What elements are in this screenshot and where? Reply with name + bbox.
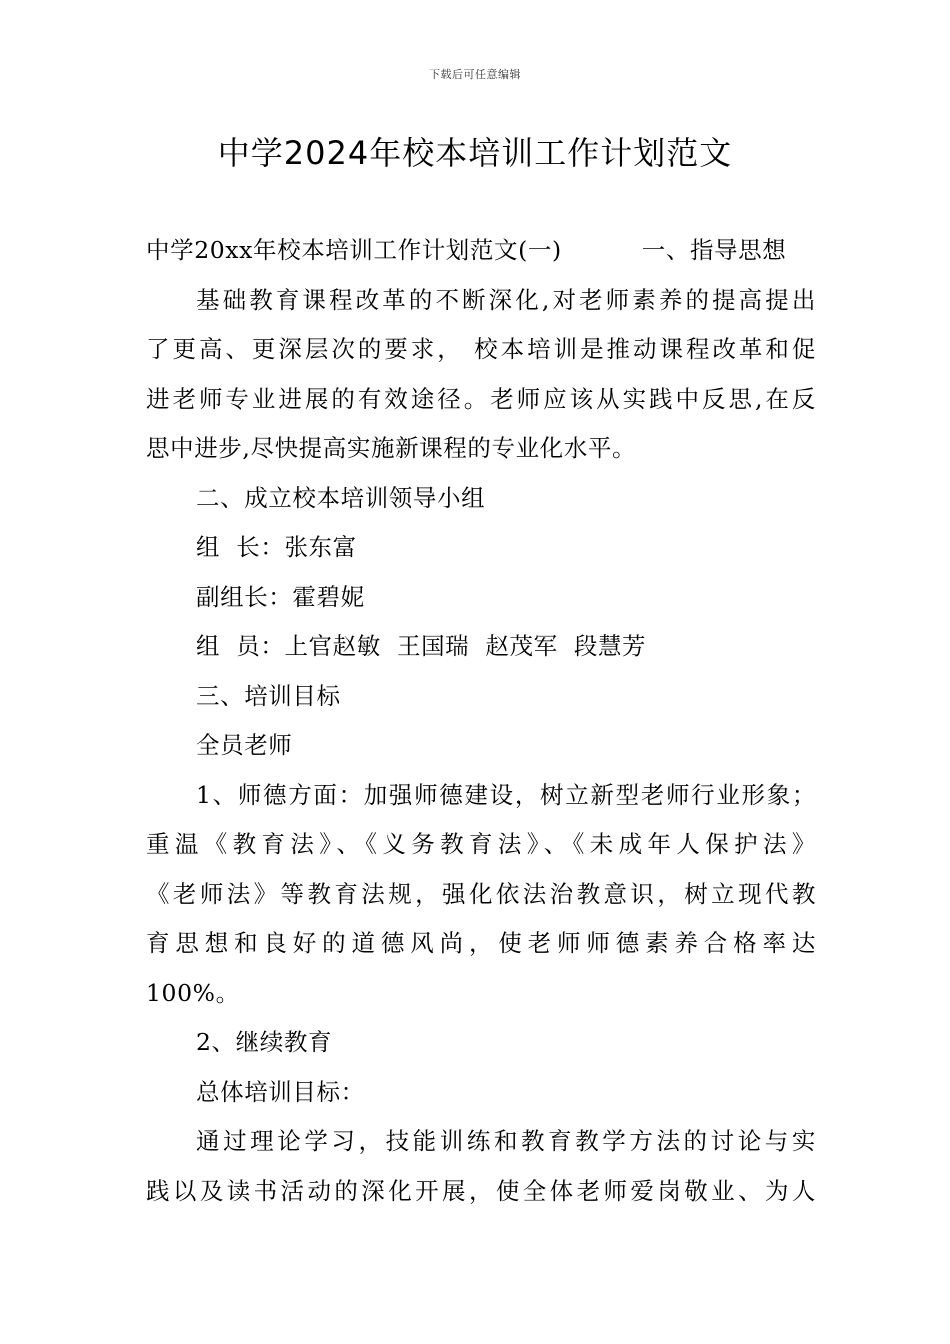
all-teachers-label: 全员老师 xyxy=(196,731,293,759)
members-line: 组 员：上官赵敏 王国瑞 赵茂军 段慧芳 xyxy=(196,632,647,660)
paragraph-line: 思中进步,尽快提高实施新课程的专业化水平。 xyxy=(146,434,637,462)
paragraph-line: 育思想和良好的道德风尚，使老师师德素养合格率达 xyxy=(146,929,816,957)
first-line xyxy=(146,226,816,276)
subtitle: 中学20xx年校本培训工作计划范文(一) xyxy=(146,236,562,264)
leader-line: 组 长：张东富 xyxy=(196,533,357,561)
document-title: 中学2024年校本培训工作计划范文 xyxy=(217,134,733,172)
paragraph-line: 了更高、更深层次的要求， 校本培训是推动课程改革和促 xyxy=(146,335,816,363)
item-ethics xyxy=(146,771,816,1019)
paragraph-line: 通过理论学习，技能训练和教育教学方法的讨论与实 xyxy=(196,1127,816,1155)
item-continuing-education: 2、继续教育 xyxy=(196,1028,333,1056)
paragraph-line: 1、师德方面：加强师德建设，树立新型老师行业形象； xyxy=(196,780,816,809)
paragraph-overall-goal xyxy=(146,1117,816,1216)
section-heading-2: 二、成立校本培训领导小组 xyxy=(196,483,486,512)
paragraph-line: 践以及读书活动的深化开展，使全体老师爱岗敬业、为人 xyxy=(146,1176,816,1205)
paragraph-line: 100%。 xyxy=(146,978,240,1007)
document-body xyxy=(146,226,816,1216)
paragraph-line: 基础教育课程改革的不断深化,对老师素养的提高提出 xyxy=(196,285,816,314)
overall-goal-label: 总体培训目标： xyxy=(196,1077,365,1106)
paragraph-line: 《老师法》等教育法规，强化依法治教意识，树立现代教 xyxy=(146,879,816,908)
section-heading-3: 三、培训目标 xyxy=(196,681,341,710)
paragraph-line: 重温《教育法》、《义务教育法》、《未成年人保护法》 xyxy=(146,830,816,858)
section-heading-1: 一、指导思想 xyxy=(641,236,787,264)
paragraph-line: 进老师专业进展的有效途径。老师应该从实践中反思,在反 xyxy=(146,384,816,413)
vice-leader-line: 副组长：霍碧妮 xyxy=(196,582,365,611)
paragraph-guiding-thought xyxy=(146,276,816,474)
header-note: 下载后可任意编辑 xyxy=(429,68,521,81)
